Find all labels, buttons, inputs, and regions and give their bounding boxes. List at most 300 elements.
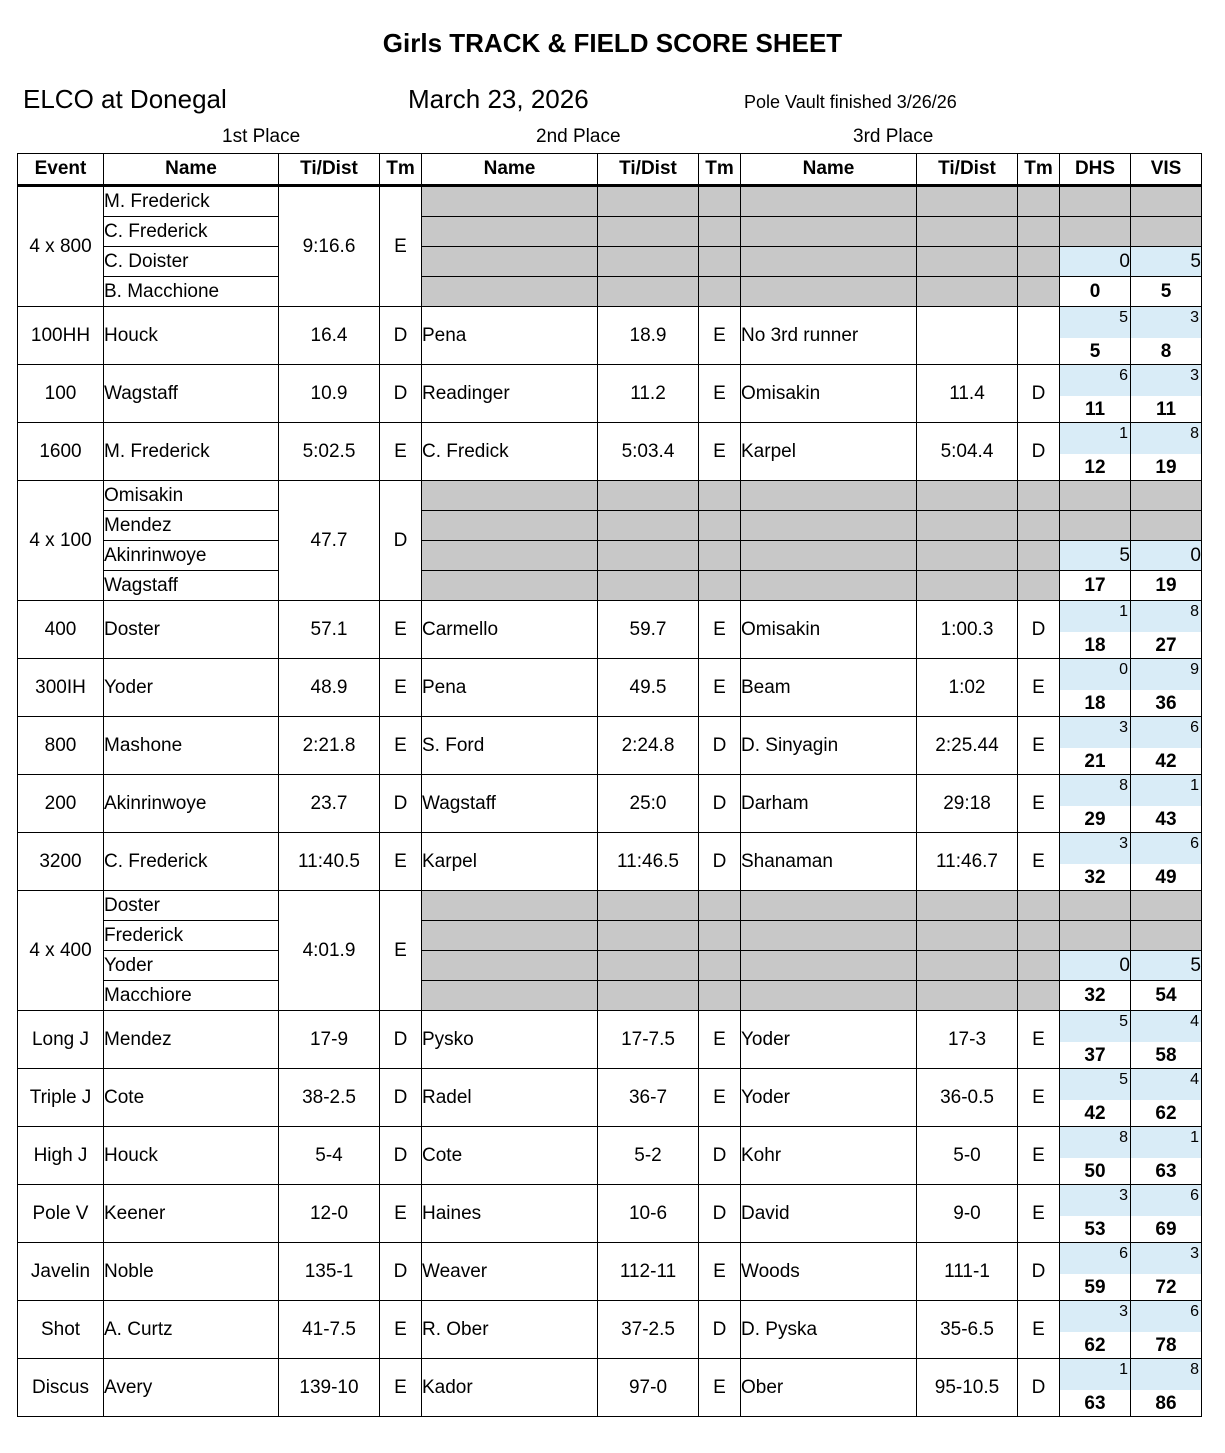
empty-cell — [1060, 921, 1131, 951]
relay-row — [18, 571, 1202, 601]
dhs-running-total: 0 — [1060, 277, 1131, 307]
event-points: 8 — [1060, 775, 1130, 806]
empty-cell — [598, 217, 699, 247]
empty-cell — [741, 511, 917, 541]
first-place-mark: 41-7.5 — [279, 1301, 380, 1359]
third-place-name: Beam — [741, 659, 917, 717]
third-place-name: Darham — [741, 775, 917, 833]
third-place-name: Shanaman — [741, 833, 917, 891]
running-total: 19 — [1155, 457, 1177, 478]
col-dist-1: Ti/Dist — [279, 154, 380, 186]
first-place-name: Cote — [104, 1069, 279, 1127]
second-place-mark: 112-11 — [598, 1243, 699, 1301]
empty-cell — [741, 277, 917, 307]
empty-cell — [1131, 921, 1202, 951]
event-name: 100 — [18, 365, 104, 423]
empty-cell — [917, 247, 1018, 277]
vis-score — [1131, 1127, 1202, 1185]
empty-cell — [1018, 511, 1060, 541]
vis-score — [1131, 307, 1202, 365]
running-total: 50 — [1084, 1161, 1106, 1182]
event-points: 8 — [1060, 1127, 1130, 1158]
empty-cell — [1060, 217, 1131, 247]
first-place-mark: 135-1 — [279, 1243, 380, 1301]
relay-runner-name: Mendez — [104, 511, 279, 541]
third-place-mark: 111-1 — [917, 1243, 1018, 1301]
relay-time: 47.7 — [279, 481, 380, 601]
dhs-score — [1060, 1011, 1131, 1069]
second-place-name: Readinger — [422, 365, 598, 423]
empty-cell — [1060, 481, 1131, 511]
first-place-name: Keener — [104, 1185, 279, 1243]
event-name: Javelin — [18, 1243, 104, 1301]
second-place-team: D — [699, 775, 741, 833]
dhs-score — [1060, 833, 1131, 891]
relay-row — [18, 921, 1202, 951]
second-place-name: S. Ford — [422, 717, 598, 775]
vis-score — [1131, 1011, 1202, 1069]
relay-runner-name: Macchiore — [104, 981, 279, 1011]
third-place-name: Yoder — [741, 1011, 917, 1069]
event-points: 1 — [1060, 423, 1130, 454]
vis-score — [1131, 1185, 1202, 1243]
second-place-mark: 10-6 — [598, 1185, 699, 1243]
empty-cell — [1018, 186, 1060, 217]
empty-cell — [1131, 511, 1202, 541]
second-place-team: E — [699, 1359, 741, 1417]
first-place-team: D — [380, 365, 422, 423]
dhs-running-total: 32 — [1060, 981, 1131, 1011]
dhs-score — [1060, 307, 1131, 365]
event-row — [18, 717, 1202, 775]
event-points: 5 — [1060, 1069, 1130, 1100]
relay-time: 4:01.9 — [279, 891, 380, 1011]
event-row — [18, 1011, 1202, 1069]
dhs-score — [1060, 365, 1131, 423]
event-points: 3 — [1131, 365, 1201, 396]
third-place-mark: 11:46.7 — [917, 833, 1018, 891]
third-place-team: E — [1018, 1301, 1060, 1359]
vis-score — [1131, 1243, 1202, 1301]
first-place-mark: 38-2.5 — [279, 1069, 380, 1127]
running-total: 36 — [1155, 693, 1177, 714]
second-place-team: D — [699, 1185, 741, 1243]
first-place-mark: 5-4 — [279, 1127, 380, 1185]
third-place-team: E — [1018, 1069, 1060, 1127]
event-name: 1600 — [18, 423, 104, 481]
third-place-team: D — [1018, 601, 1060, 659]
empty-cell — [917, 511, 1018, 541]
relay-row — [18, 981, 1202, 1011]
col-dhs: DHS — [1060, 154, 1131, 186]
vis-score — [1131, 365, 1202, 423]
second-place-team: E — [699, 1243, 741, 1301]
event-points: 9 — [1131, 659, 1201, 690]
second-place-name: Kador — [422, 1359, 598, 1417]
empty-cell — [917, 981, 1018, 1011]
first-place-team: E — [380, 1185, 422, 1243]
third-place-mark: 9-0 — [917, 1185, 1018, 1243]
dhs-score — [1060, 1359, 1131, 1417]
second-place-mark: 36-7 — [598, 1069, 699, 1127]
first-place-name: Wagstaff — [104, 365, 279, 423]
second-place-mark: 25:0 — [598, 775, 699, 833]
empty-cell — [699, 186, 741, 217]
relay-row — [18, 186, 1202, 217]
col-tm-2: Tm — [699, 154, 741, 186]
col-name-3: Name — [741, 154, 917, 186]
empty-cell — [1060, 511, 1131, 541]
running-total: 58 — [1155, 1045, 1177, 1066]
third-place-team: E — [1018, 1011, 1060, 1069]
empty-cell — [1018, 951, 1060, 981]
event-name: 200 — [18, 775, 104, 833]
empty-cell — [1131, 891, 1202, 921]
third-place-team: D — [1018, 1243, 1060, 1301]
first-place-name: Doster — [104, 601, 279, 659]
dhs-score — [1060, 601, 1131, 659]
dhs-score — [1060, 1069, 1131, 1127]
event-points: 8 — [1131, 423, 1201, 454]
second-place-mark: 17-7.5 — [598, 1011, 699, 1069]
empty-cell — [699, 247, 741, 277]
empty-cell — [917, 277, 1018, 307]
second-place-mark: 18.9 — [598, 307, 699, 365]
vis-score — [1131, 833, 1202, 891]
running-total: 62 — [1084, 1335, 1106, 1356]
empty-cell — [598, 981, 699, 1011]
running-total: 42 — [1084, 1103, 1106, 1124]
second-place-mark: 49.5 — [598, 659, 699, 717]
first-place-mark: 48.9 — [279, 659, 380, 717]
empty-cell — [422, 511, 598, 541]
third-place-team — [1018, 307, 1060, 365]
running-total: 86 — [1155, 1393, 1177, 1414]
empty-cell — [1018, 481, 1060, 511]
first-place-team: E — [380, 833, 422, 891]
relay-runner-name: B. Macchione — [104, 277, 279, 307]
empty-cell — [598, 921, 699, 951]
first-place-name: A. Curtz — [104, 1301, 279, 1359]
running-total: 27 — [1155, 635, 1177, 656]
dhs-score — [1060, 1127, 1131, 1185]
second-place-mark: 11:46.5 — [598, 833, 699, 891]
dhs-score — [1060, 717, 1131, 775]
event-name: 300IH — [18, 659, 104, 717]
running-total: 11 — [1155, 399, 1177, 420]
empty-cell — [917, 891, 1018, 921]
event-points: 6 — [1131, 1301, 1201, 1332]
event-name: 4 x 400 — [18, 891, 104, 1011]
empty-cell — [1131, 217, 1202, 247]
empty-cell — [699, 921, 741, 951]
event-row — [18, 423, 1202, 481]
running-total: 11 — [1084, 399, 1106, 420]
empty-cell — [422, 277, 598, 307]
event-points: 8 — [1131, 601, 1201, 632]
empty-cell — [917, 186, 1018, 217]
first-place-name: Yoder — [104, 659, 279, 717]
event-row — [18, 775, 1202, 833]
first-place-team: D — [380, 1069, 422, 1127]
vis-running-total: 54 — [1131, 981, 1202, 1011]
empty-cell — [699, 481, 741, 511]
third-place-team: E — [1018, 1127, 1060, 1185]
running-total: 59 — [1084, 1277, 1106, 1298]
running-total: 5 — [1089, 341, 1101, 362]
empty-cell — [422, 481, 598, 511]
event-points: 1 — [1060, 601, 1130, 632]
event-name: 4 x 100 — [18, 481, 104, 601]
first-place-name: Houck — [104, 1127, 279, 1185]
second-place-mark: 59.7 — [598, 601, 699, 659]
third-place-name: D. Sinyagin — [741, 717, 917, 775]
event-points: 3 — [1060, 717, 1130, 748]
dhs-score — [1060, 1243, 1131, 1301]
first-place-mark: 17-9 — [279, 1011, 380, 1069]
first-place-label: 1st Place — [222, 126, 301, 147]
third-place-team: D — [1018, 365, 1060, 423]
first-place-name: Houck — [104, 307, 279, 365]
empty-cell — [422, 541, 598, 571]
third-place-team: E — [1018, 775, 1060, 833]
third-place-team: E — [1018, 717, 1060, 775]
running-total: 43 — [1155, 809, 1177, 830]
empty-cell — [741, 247, 917, 277]
empty-cell — [917, 951, 1018, 981]
running-total: 21 — [1084, 751, 1106, 772]
relay-runner-name: M. Frederick — [104, 186, 279, 217]
dhs-running-total: 17 — [1060, 571, 1131, 601]
second-place-mark: 37-2.5 — [598, 1301, 699, 1359]
first-place-mark: 57.1 — [279, 601, 380, 659]
empty-cell — [741, 186, 917, 217]
second-place-mark: 5-2 — [598, 1127, 699, 1185]
relay-row — [18, 247, 1202, 277]
relay-row — [18, 481, 1202, 511]
running-total: 49 — [1155, 867, 1177, 888]
third-place-mark: 11.4 — [917, 365, 1018, 423]
event-row — [18, 601, 1202, 659]
empty-cell — [741, 921, 917, 951]
first-place-team: E — [380, 659, 422, 717]
empty-cell — [699, 891, 741, 921]
meet-name: ELCO at Donegal — [23, 84, 227, 114]
second-place-name: R. Ober — [422, 1301, 598, 1359]
first-place-mark: 10.9 — [279, 365, 380, 423]
dhs-score — [1060, 1301, 1131, 1359]
empty-cell — [917, 921, 1018, 951]
event-points: 5 — [1060, 307, 1130, 338]
event-name: Long J — [18, 1011, 104, 1069]
third-place-mark: 5-0 — [917, 1127, 1018, 1185]
event-row — [18, 1301, 1202, 1359]
first-place-team: D — [380, 1127, 422, 1185]
first-place-mark: 23.7 — [279, 775, 380, 833]
event-row — [18, 307, 1202, 365]
first-place-name: Akinrinwoye — [104, 775, 279, 833]
empty-cell — [1060, 891, 1131, 921]
event-points: 4 — [1131, 1011, 1201, 1042]
first-place-mark: 12-0 — [279, 1185, 380, 1243]
event-name: Pole V — [18, 1185, 104, 1243]
first-place-team: D — [380, 1243, 422, 1301]
third-place-mark: 1:00.3 — [917, 601, 1018, 659]
second-place-name: Radel — [422, 1069, 598, 1127]
second-place-name: Cote — [422, 1127, 598, 1185]
third-place-name: David — [741, 1185, 917, 1243]
event-points: 1 — [1060, 1359, 1130, 1390]
event-name: Shot — [18, 1301, 104, 1359]
event-row — [18, 365, 1202, 423]
event-points: 6 — [1131, 1185, 1201, 1216]
event-row — [18, 1069, 1202, 1127]
first-place-team: E — [380, 717, 422, 775]
empty-cell — [598, 511, 699, 541]
empty-cell — [741, 541, 917, 571]
third-place-name: Omisakin — [741, 601, 917, 659]
relay-row — [18, 541, 1202, 571]
vis-score — [1131, 1359, 1202, 1417]
dhs-event-points: 0 — [1060, 951, 1131, 981]
relay-runner-name: C. Doister — [104, 247, 279, 277]
third-place-label: 3rd Place — [853, 126, 934, 147]
empty-cell — [699, 571, 741, 601]
empty-cell — [741, 981, 917, 1011]
empty-cell — [422, 571, 598, 601]
empty-cell — [598, 891, 699, 921]
third-place-name: D. Pyska — [741, 1301, 917, 1359]
empty-cell — [741, 891, 917, 921]
vis-event-points: 0 — [1131, 541, 1202, 571]
first-place-mark: 139-10 — [279, 1359, 380, 1417]
vis-score — [1131, 1069, 1202, 1127]
third-place-team: E — [1018, 1185, 1060, 1243]
empty-cell — [699, 511, 741, 541]
col-dist-2: Ti/Dist — [598, 154, 699, 186]
running-total: 32 — [1084, 867, 1106, 888]
event-points: 1 — [1131, 1127, 1201, 1158]
empty-cell — [741, 217, 917, 247]
empty-cell — [1018, 981, 1060, 1011]
running-total: 12 — [1084, 457, 1106, 478]
running-total: 63 — [1084, 1393, 1106, 1414]
second-place-name: Carmello — [422, 601, 598, 659]
event-points: 8 — [1131, 1359, 1201, 1390]
first-place-team: E — [380, 1301, 422, 1359]
second-place-name: Weaver — [422, 1243, 598, 1301]
third-place-name: Yoder — [741, 1069, 917, 1127]
second-place-team: D — [699, 833, 741, 891]
running-total: 42 — [1155, 751, 1177, 772]
second-place-name: Pena — [422, 307, 598, 365]
running-total: 63 — [1155, 1161, 1177, 1182]
second-place-team: E — [699, 1011, 741, 1069]
second-place-mark: 5:03.4 — [598, 423, 699, 481]
empty-cell — [422, 247, 598, 277]
empty-cell — [598, 571, 699, 601]
first-place-team: E — [380, 601, 422, 659]
vis-event-points: 5 — [1131, 951, 1202, 981]
running-total: 78 — [1155, 1335, 1177, 1356]
relay-runner-name: Yoder — [104, 951, 279, 981]
first-place-name: Mashone — [104, 717, 279, 775]
vis-running-total: 5 — [1131, 277, 1202, 307]
second-place-name: C. Fredick — [422, 423, 598, 481]
meet-date: March 23, 2026 — [408, 84, 589, 114]
event-name: High J — [18, 1127, 104, 1185]
second-place-name: Pena — [422, 659, 598, 717]
empty-cell — [422, 891, 598, 921]
empty-cell — [1018, 217, 1060, 247]
empty-cell — [1018, 277, 1060, 307]
first-place-mark: 5:02.5 — [279, 423, 380, 481]
pole-vault-note: Pole Vault finished 3/26/26 — [744, 92, 957, 112]
third-place-team: D — [1018, 423, 1060, 481]
relay-runner-name: C. Frederick — [104, 217, 279, 247]
empty-cell — [598, 481, 699, 511]
event-name: Triple J — [18, 1069, 104, 1127]
dhs-score — [1060, 1185, 1131, 1243]
empty-cell — [917, 481, 1018, 511]
empty-cell — [741, 571, 917, 601]
running-total: 37 — [1084, 1045, 1106, 1066]
running-total: 29 — [1084, 809, 1106, 830]
vis-score — [1131, 717, 1202, 775]
empty-cell — [598, 951, 699, 981]
empty-cell — [917, 571, 1018, 601]
empty-cell — [1018, 247, 1060, 277]
empty-cell — [741, 951, 917, 981]
empty-cell — [1060, 186, 1131, 217]
third-place-name: Kohr — [741, 1127, 917, 1185]
empty-cell — [699, 217, 741, 247]
empty-cell — [1018, 921, 1060, 951]
score-table — [17, 153, 1202, 1417]
empty-cell — [598, 277, 699, 307]
relay-row — [18, 217, 1202, 247]
second-place-mark: 2:24.8 — [598, 717, 699, 775]
empty-cell — [598, 247, 699, 277]
dhs-score — [1060, 659, 1131, 717]
first-place-team: D — [380, 775, 422, 833]
event-name: 100HH — [18, 307, 104, 365]
relay-runner-name: Akinrinwoye — [104, 541, 279, 571]
vis-score — [1131, 1301, 1202, 1359]
third-place-mark: 2:25.44 — [917, 717, 1018, 775]
running-total: 62 — [1155, 1103, 1177, 1124]
header-row — [18, 154, 1202, 186]
empty-cell — [1131, 481, 1202, 511]
relay-row — [18, 511, 1202, 541]
second-place-team: D — [699, 717, 741, 775]
empty-cell — [699, 981, 741, 1011]
third-place-name: Omisakin — [741, 365, 917, 423]
relay-row — [18, 891, 1202, 921]
event-row — [18, 1243, 1202, 1301]
third-place-name: Woods — [741, 1243, 917, 1301]
empty-cell — [1018, 891, 1060, 921]
event-points: 6 — [1060, 365, 1130, 396]
vis-running-total: 19 — [1131, 571, 1202, 601]
first-place-name: C. Frederick — [104, 833, 279, 891]
relay-runner-name: Wagstaff — [104, 571, 279, 601]
empty-cell — [1131, 186, 1202, 217]
empty-cell — [598, 541, 699, 571]
event-name: 4 x 800 — [18, 186, 104, 307]
empty-cell — [422, 951, 598, 981]
first-place-team: E — [380, 423, 422, 481]
